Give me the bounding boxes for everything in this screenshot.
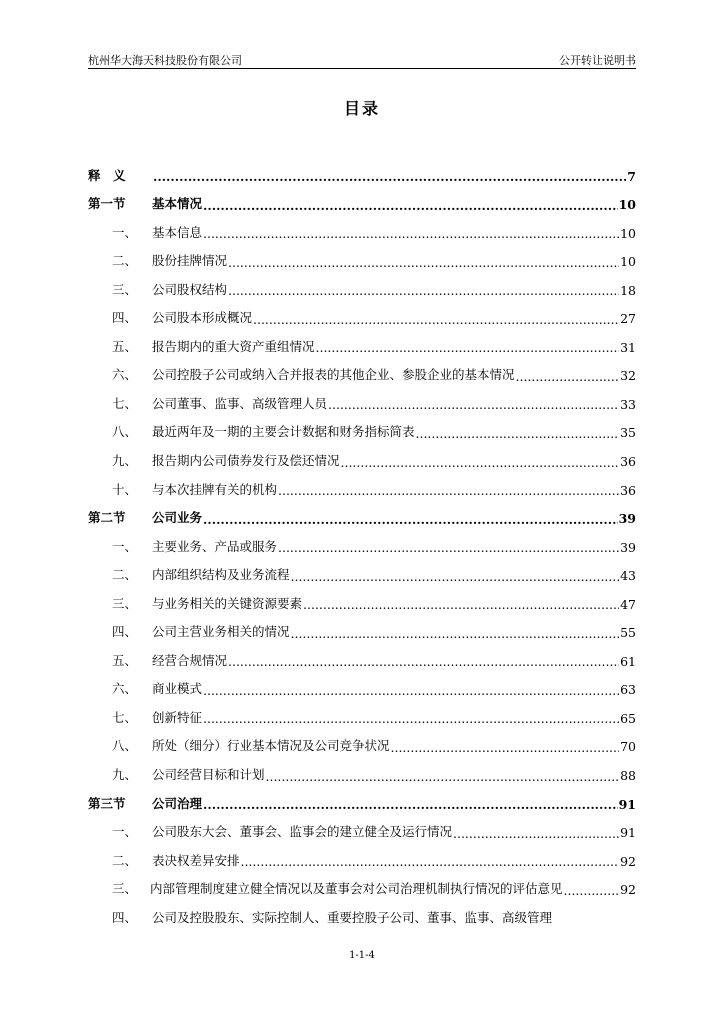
- toc-entry-number: 十、: [112, 481, 138, 497]
- toc-entry-title: 主要业务、产品或服务: [152, 538, 278, 554]
- toc-entry-page: 18: [620, 282, 636, 298]
- toc-entry-number: 第三节: [88, 795, 126, 811]
- toc-entry[interactable]: [88, 640, 636, 669]
- toc-entry-page: 32: [620, 368, 636, 384]
- toc-entry-title: 公司业务: [152, 510, 203, 526]
- toc-entry-title: 创新特征: [152, 709, 203, 725]
- toc-entry-title: 公司董事、监事、高级管理人员: [152, 395, 328, 411]
- toc-entry-title: 公司及控股股东、实际控制人、重要控股子公司、董事、监事、高级管理: [152, 909, 553, 925]
- toc-entry-title: 公司经营目标和计划: [152, 767, 265, 783]
- toc-entry[interactable]: [88, 783, 636, 812]
- toc-entry-number: 四、: [112, 909, 138, 925]
- toc-entry-page: 39: [620, 539, 636, 555]
- toc-entry[interactable]: [88, 355, 636, 384]
- page-title: 目录: [343, 99, 380, 118]
- toc-dot-leader: [416, 428, 620, 441]
- toc-entry-number: 五、: [112, 338, 138, 354]
- toc-dot-leader: [266, 771, 620, 784]
- toc-entry-page: 36: [620, 482, 636, 498]
- toc-entry[interactable]: [88, 212, 636, 241]
- toc-dot-leader: [253, 314, 619, 327]
- toc-entry-page: 35: [620, 425, 636, 441]
- toc-entry-page: 31: [620, 339, 636, 355]
- toc-dot-leader: [203, 514, 618, 527]
- toc-entry[interactable]: [88, 897, 636, 926]
- toc-entry[interactable]: [88, 298, 636, 327]
- toc-entry-number: 释 义: [88, 167, 126, 183]
- toc-dot-leader: [328, 399, 619, 412]
- toc-entry-number: 七、: [112, 709, 138, 725]
- toc-entry-page: 47: [620, 596, 636, 612]
- toc-entry-page: 61: [620, 653, 636, 669]
- toc-entry-number: 八、: [112, 424, 138, 440]
- toc-entry-number: 二、: [112, 253, 138, 269]
- table-of-contents: [88, 155, 636, 926]
- toc-entry-page: 10: [620, 254, 636, 270]
- page-number: 1-1-4: [349, 950, 375, 961]
- toc-entry-title: 报告期内的重大资产重组情况: [152, 338, 315, 354]
- toc-entry-number: 九、: [112, 767, 138, 783]
- toc-entry-number: 一、: [112, 538, 138, 554]
- toc-entry[interactable]: [88, 583, 636, 612]
- toc-entry-number: 第一节: [88, 196, 126, 212]
- toc-entry-title: 股份挂牌情况: [152, 253, 228, 269]
- toc-entry-page: 7: [627, 168, 636, 184]
- toc-entry-title: 报告期内公司债券发行及偿还情况: [152, 453, 340, 469]
- toc-dot-leader: [341, 457, 620, 470]
- toc-entry-title: 经营合规情况: [152, 652, 228, 668]
- toc-dot-leader: [453, 828, 619, 841]
- toc-dot-leader: [303, 599, 619, 612]
- header-document-type: 公开转让说明书: [559, 54, 636, 67]
- toc-entry-page: 36: [620, 454, 636, 470]
- toc-entry-page: 39: [618, 511, 636, 527]
- toc-entry-page: 10: [618, 197, 636, 213]
- toc-dot-leader: [291, 628, 620, 641]
- toc-entry[interactable]: [88, 697, 636, 726]
- toc-entry-title: 表决权差异安排: [152, 852, 240, 868]
- toc-dot-leader: [228, 257, 619, 270]
- toc-entry-title: 与业务相关的关键资源要素: [152, 595, 303, 611]
- toc-entry-page: 27: [620, 311, 636, 327]
- toc-dot-leader: [203, 200, 618, 213]
- toc-dot-leader: [291, 571, 620, 584]
- toc-entry-number: 第二节: [88, 510, 126, 526]
- toc-entry-number: 四、: [112, 310, 138, 326]
- toc-entry-number: 二、: [112, 567, 138, 583]
- toc-entry-title: 公司股本形成概况: [152, 310, 253, 326]
- toc-entry-title: 公司主营业务相关的情况: [152, 624, 290, 640]
- toc-entry-page: 92: [620, 882, 636, 898]
- toc-entry-page: 92: [620, 853, 636, 869]
- toc-dot-leader: [203, 713, 619, 726]
- toc-entry-title: 与本次挂牌有关的机构: [152, 481, 278, 497]
- toc-entry-page: 91: [620, 825, 636, 841]
- toc-entry-page: 55: [620, 625, 636, 641]
- toc-entry[interactable]: [88, 669, 636, 698]
- toc-entry-number: 三、: [112, 881, 138, 897]
- toc-entry[interactable]: [88, 812, 636, 841]
- toc-dot-leader: [228, 285, 619, 298]
- toc-dot-leader: [278, 485, 619, 498]
- toc-entry-number: 四、: [112, 624, 138, 640]
- toc-entry-title: 公司股东大会、董事会、监事会的建立健全及运行情况: [152, 824, 453, 840]
- toc-entry[interactable]: [88, 726, 636, 755]
- toc-dot-leader: [203, 799, 618, 812]
- toc-entry-number: 七、: [112, 395, 138, 411]
- toc-entry[interactable]: [88, 469, 636, 498]
- toc-entry-title: 基本信息: [152, 224, 203, 240]
- toc-entry-title: 基本情况: [152, 196, 203, 212]
- toc-entry-number: 一、: [112, 224, 138, 240]
- toc-dot-leader: [516, 371, 620, 384]
- toc-entry-number: 八、: [112, 738, 138, 754]
- toc-entry-page: 33: [620, 396, 636, 412]
- toc-entry[interactable]: [88, 326, 636, 355]
- toc-entry-page: 70: [620, 739, 636, 755]
- toc-entry-page: 65: [620, 710, 636, 726]
- toc-entry-number: 六、: [112, 367, 138, 383]
- toc-entry-number: 三、: [112, 595, 138, 611]
- toc-entry-title: 公司控股子公司或纳入合并报表的其他企业、参股企业的基本情况: [152, 367, 515, 383]
- toc-entry-number: 一、: [112, 824, 138, 840]
- toc-entry[interactable]: [88, 241, 636, 270]
- toc-entry-title: 内部组织结构及业务流程: [152, 567, 290, 583]
- toc-entry[interactable]: [88, 555, 636, 584]
- toc-entry[interactable]: [88, 184, 636, 213]
- toc-dot-leader: [203, 685, 619, 698]
- toc-entry-page: 10: [620, 225, 636, 241]
- toc-entry-title: 公司治理: [152, 795, 203, 811]
- toc-entry-page: 63: [620, 682, 636, 698]
- toc-entry-title: 最近两年及一期的主要会计数据和财务指标简表: [152, 424, 415, 440]
- toc-entry[interactable]: [88, 383, 636, 412]
- toc-entry-title: 商业模式: [152, 681, 203, 697]
- toc-entry[interactable]: [88, 155, 636, 184]
- toc-entry[interactable]: [88, 526, 636, 555]
- toc-entry[interactable]: [88, 498, 636, 527]
- toc-dot-leader: [391, 742, 620, 755]
- header-company-name: 杭州华大海天科技股份有限公司: [88, 54, 242, 67]
- page-header: [88, 50, 636, 69]
- toc-dot-leader: [203, 228, 619, 241]
- toc-entry[interactable]: [88, 869, 636, 898]
- toc-entry-title: 内部管理制度建立健全情况以及董事会对公司治理机制执行情况的评估意见: [150, 881, 563, 897]
- toc-entry-page: 88: [620, 768, 636, 784]
- toc-entry[interactable]: [88, 840, 636, 869]
- toc-entry[interactable]: [88, 612, 636, 641]
- toc-entry-number: 二、: [112, 852, 138, 868]
- toc-entry[interactable]: [88, 754, 636, 783]
- toc-entry[interactable]: [88, 269, 636, 298]
- toc-dot-leader: [241, 856, 620, 869]
- toc-entry[interactable]: [88, 440, 636, 469]
- toc-entry-page: 43: [620, 568, 636, 584]
- toc-dot-leader: [278, 542, 619, 555]
- toc-entry-number: 三、: [112, 281, 138, 297]
- toc-dot-leader: [564, 885, 620, 898]
- toc-dot-leader: [316, 342, 620, 355]
- toc-entry-number: 六、: [112, 681, 138, 697]
- toc-entry-number: 九、: [112, 453, 138, 469]
- toc-dot-leader: [228, 656, 619, 669]
- toc-dot-leader: [153, 171, 626, 184]
- toc-entry-page: 91: [618, 796, 636, 812]
- toc-entry-number: 五、: [112, 652, 138, 668]
- toc-entry[interactable]: [88, 412, 636, 441]
- toc-entry-title: 所处（细分）行业基本情况及公司竞争状况: [152, 738, 390, 754]
- toc-entry-title: 公司股权结构: [152, 281, 228, 297]
